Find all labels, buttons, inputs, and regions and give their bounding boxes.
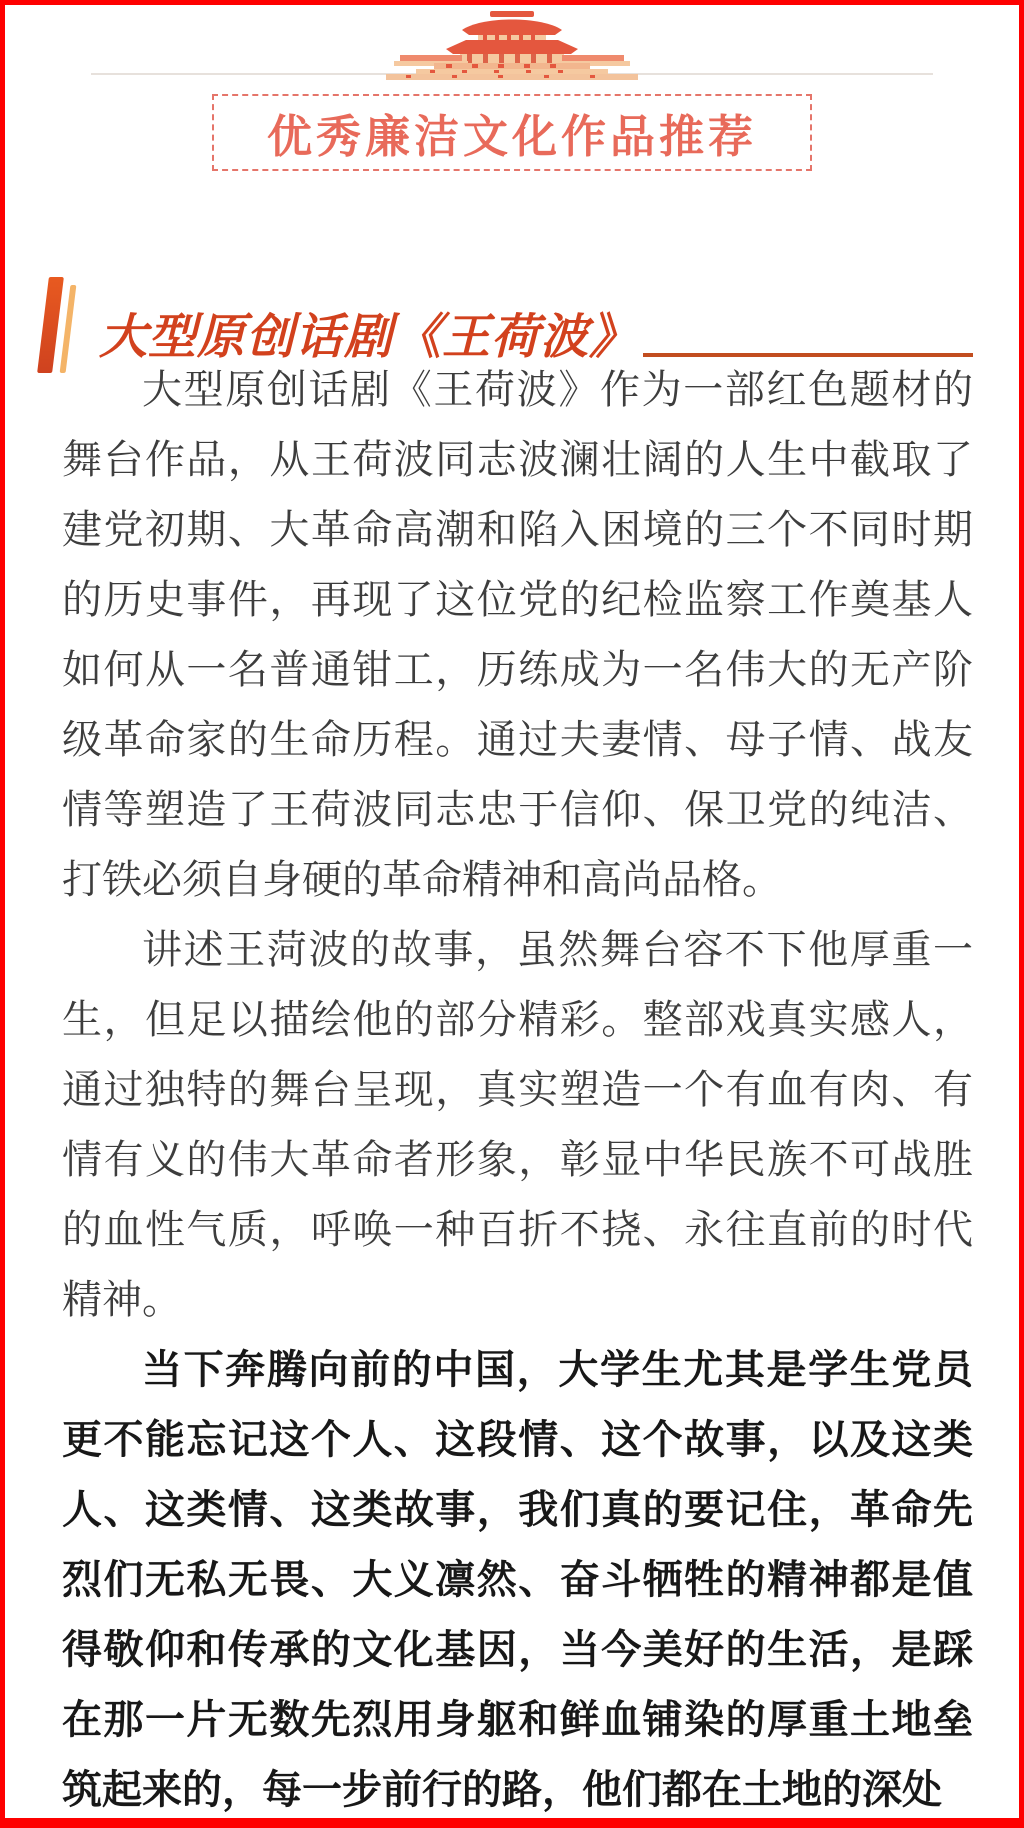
article-paragraph: 当下奔腾向前的中国，大学生尤其是学生党员更不能忘记这个人、这段情、这个故事，以及这类人、这类情、这类故事，我们真的要记住，革命先烈们无私无畏、大义凛然、奋斗牺牲的精神都是值得敬仰和传承的文化基因，当今美好的生活，是踩在那一片无数先烈用身躯和鲜血铺染的厚重土地垒筑起来的，每一步前行的路，他们都在土地的深处 [62, 1347, 973, 1813]
article-paragraph: 大型原创话剧《王荷波》作为一部红色题材的舞台作品，从王荷波同志波澜壮阔的人生中截取了建党初期、大革命高潮和陷入困境的三个不同时期的历史事件，再现了这位党的纪检监察工作奠基人如何从一名普通钳工，历练成为一名伟大的无产阶级革命家的生命历程。通过夫妻情、母子情、战友情等塑造了王荷波同志忠于信仰、保卫党的纯洁、打铁必须自身硬的革命精神和高尚品格。 [62, 367, 973, 903]
article-body [62, 355, 973, 1825]
recommendation-title-box [212, 94, 812, 171]
header-illustration-area [5, 5, 1019, 87]
section-title: 大型原创话剧《王荷波》 [99, 309, 639, 365]
palace-icon [342, 9, 682, 81]
article-paragraph: 讲述王菏波的故事，虽然舞台容不下他厚重一生，但足以描绘他的部分精彩。整部戏真实感人，通过独特的舞台呈现，真实塑造一个有血有肉、有情有义的伟大革命者形象，彰显中华民族不可战胜的血性气质，呼唤一种百折不挠、永往直前的时代精神。 [62, 927, 973, 1323]
page-title: 优秀廉洁文化作品推荐 [266, 110, 757, 163]
accent-bar-thick [37, 277, 64, 373]
